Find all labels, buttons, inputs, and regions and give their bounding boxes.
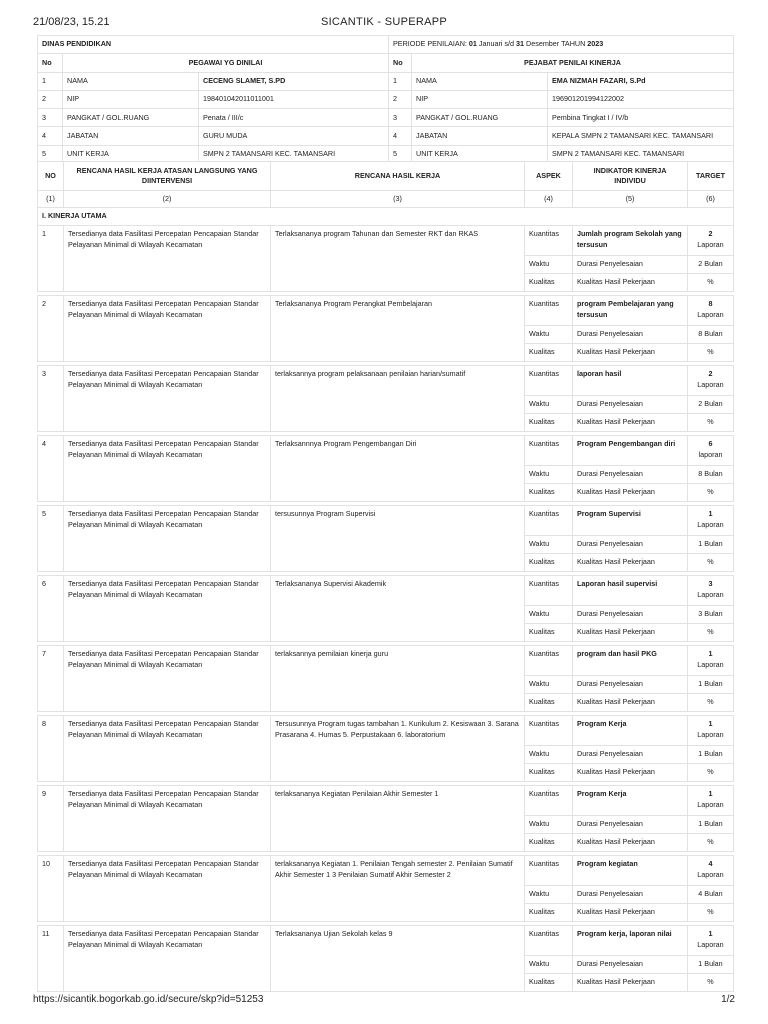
- aspek-kuantitas: Kuantitas: [525, 646, 573, 676]
- target-number: 2: [708, 369, 713, 378]
- target-number: 3: [708, 579, 713, 588]
- indikator-waktu: Durasi Penyelesaian: [573, 326, 688, 344]
- col-number: (5): [573, 191, 688, 208]
- indikator-waktu: Durasi Penyelesaian: [573, 746, 688, 764]
- table-row: [38, 576, 734, 606]
- periode-label: PERIODE PENILAIAN: 01 Januari s/d 31 Desember TAHUN 2023: [389, 36, 734, 54]
- target-waktu: 1 Bulan: [688, 816, 734, 834]
- th-indikator: INDIKATOR KINERJA INDIVIDU: [573, 162, 688, 191]
- pejabat-value: SMPN 2 TAMANSARI KEC. TAMANSARI: [548, 145, 734, 163]
- indikator-waktu: Durasi Penyelesaian: [573, 676, 688, 694]
- target-kuantitas: [688, 786, 734, 816]
- indikator-kuantitas: Program kerja, laporan nilai: [573, 926, 688, 956]
- target-kualitas: %: [688, 554, 734, 572]
- indikator-kuantitas: Program Supervisi: [573, 506, 688, 536]
- aspek-waktu: Waktu: [525, 536, 573, 554]
- target-number: 1: [708, 929, 713, 938]
- atasan-rhk: Tersedianya data Fasilitasi Percepatan Pencapaian Standar Pelayanan Minimal di Wilayah Kecamatan: [64, 646, 271, 712]
- target-waktu: 8 Bulan: [688, 326, 734, 344]
- row-number: 1: [389, 72, 412, 90]
- aspek-waktu: Waktu: [525, 956, 573, 974]
- table-row: [38, 856, 734, 886]
- indikator-kuantitas: program Pembelajaran yang tersusun: [573, 296, 688, 326]
- target-unit: laporan: [698, 449, 723, 459]
- indikator-kuantitas: Program Kerja: [573, 786, 688, 816]
- target-kuantitas: [688, 226, 734, 256]
- aspek-kuantitas: Kuantitas: [525, 576, 573, 606]
- aspek-kualitas: Kualitas: [525, 834, 573, 852]
- table-row: [38, 506, 734, 536]
- rencana-hasil-kerja: Tersusunnya Program tugas tambahan 1. Kurikulum 2. Kesiswaan 3. Sarana Prasarana 4. Humas 5. Perpustakaan 6. laboratorium: [271, 716, 525, 782]
- indikator-kualitas: Kualitas Hasil Pekerjaan: [573, 904, 688, 922]
- indikator-kualitas: Kualitas Hasil Pekerjaan: [573, 344, 688, 362]
- indikator-waktu: Durasi Penyelesaian: [573, 256, 688, 274]
- indikator-kuantitas: laporan hasil: [573, 366, 688, 396]
- target-number: 1: [708, 719, 713, 728]
- aspek-waktu: Waktu: [525, 886, 573, 904]
- print-datetime: 21/08/23, 15.21: [33, 16, 110, 28]
- atasan-rhk: Tersedianya data Fasilitasi Percepatan Pencapaian Standar Pelayanan Minimal di Wilayah Kecamatan: [64, 716, 271, 782]
- th-rencana: RENCANA HASIL KERJA: [271, 162, 525, 191]
- target-number: 2: [708, 229, 713, 238]
- atasan-rhk: Tersedianya data Fasilitasi Percepatan Pencapaian Standar Pelayanan Minimal di Wilayah Kecamatan: [64, 506, 271, 572]
- target-unit: Laporan: [697, 939, 724, 949]
- target-unit: Laporan: [697, 729, 724, 739]
- target-kualitas: %: [688, 624, 734, 642]
- target-kualitas: %: [688, 344, 734, 362]
- aspek-kuantitas: Kuantitas: [525, 366, 573, 396]
- atasan-rhk: Tersedianya data Fasilitasi Percepatan Pencapaian Standar Pelayanan Minimal di Wilayah Kecamatan: [64, 366, 271, 432]
- row-number: 3: [38, 366, 64, 432]
- row-number: 4: [38, 436, 64, 502]
- row-number: 3: [38, 109, 63, 127]
- atasan-rhk: Tersedianya data Fasilitasi Percepatan Pencapaian Standar Pelayanan Minimal di Wilayah Kecamatan: [64, 856, 271, 922]
- kinerja-table: [37, 161, 734, 995]
- field-label: JABATAN: [63, 127, 199, 145]
- rencana-hasil-kerja: terlaksananya Kegiatan 1. Penilaian Tengah semester 2. Penilaian Sumatif Akhir Semester 1 3 Penilaian Sumatif Akhir Semester 2: [271, 856, 525, 922]
- page-number: 1/2: [721, 994, 735, 1005]
- aspek-kualitas: Kualitas: [525, 764, 573, 782]
- rencana-hasil-kerja: terlaksannya pemilaian kinerja guru: [271, 646, 525, 712]
- table-row: [38, 226, 734, 256]
- target-kualitas: %: [688, 414, 734, 432]
- atasan-rhk: Tersedianya data Fasilitasi Percepatan Pencapaian Standar Pelayanan Minimal di Wilayah Kecamatan: [64, 576, 271, 642]
- target-kualitas: %: [688, 834, 734, 852]
- aspek-kualitas: Kualitas: [525, 344, 573, 362]
- col-number: (1): [38, 191, 64, 208]
- aspek-waktu: Waktu: [525, 606, 573, 624]
- aspek-waktu: Waktu: [525, 746, 573, 764]
- target-waktu: 1 Bulan: [688, 956, 734, 974]
- target-waktu: 2 Bulan: [688, 256, 734, 274]
- pejabat-title: PEJABAT PENILAI KINERJA: [412, 54, 734, 72]
- indikator-waktu: Durasi Penyelesaian: [573, 816, 688, 834]
- aspek-kuantitas: Kuantitas: [525, 296, 573, 326]
- col-number: (6): [688, 191, 734, 208]
- row-number: 7: [38, 646, 64, 712]
- rencana-hasil-kerja: Terlaksananya program Tahunan dan Semester RKT dan RKAS: [271, 226, 525, 292]
- target-waktu: 1 Bulan: [688, 536, 734, 554]
- target-kuantitas: [688, 366, 734, 396]
- page-title: SICANTIK - SUPERAPP: [320, 16, 448, 28]
- pegawai-value: Penata / III/c: [199, 109, 389, 127]
- target-number: 1: [708, 509, 713, 518]
- target-kualitas: %: [688, 484, 734, 502]
- target-kuantitas: [688, 436, 734, 466]
- rencana-hasil-kerja: Terlaksananya Supervisi Akademik: [271, 576, 525, 642]
- pejabat-value: EMA NIZMAH FAZARI, S.Pd: [548, 72, 734, 90]
- rencana-hasil-kerja: Terlaksananya Ujian Sekolah kelas 9: [271, 926, 525, 992]
- indikator-kuantitas: Program Pengembangan diri: [573, 436, 688, 466]
- indikator-waktu: Durasi Penyelesaian: [573, 956, 688, 974]
- aspek-kuantitas: Kuantitas: [525, 226, 573, 256]
- field-label: UNIT KERJA: [63, 145, 199, 163]
- target-waktu: 1 Bulan: [688, 746, 734, 764]
- rencana-hasil-kerja: terlaksananya Kegiatan Penilaian Akhir Semester 1: [271, 786, 525, 852]
- th-no: NO: [38, 162, 64, 191]
- aspek-kuantitas: Kuantitas: [525, 856, 573, 886]
- target-waktu: 2 Bulan: [688, 396, 734, 414]
- rencana-hasil-kerja: Terlaksananya Program Perangkat Pembelajaran: [271, 296, 525, 362]
- table-row: [38, 786, 734, 816]
- target-kualitas: %: [688, 904, 734, 922]
- identity-row: [38, 72, 734, 90]
- aspek-kualitas: Kualitas: [525, 624, 573, 642]
- aspek-kualitas: Kualitas: [525, 904, 573, 922]
- row-number: 2: [38, 90, 63, 108]
- th-aspek: ASPEK: [525, 162, 573, 191]
- indikator-kualitas: Kualitas Hasil Pekerjaan: [573, 694, 688, 712]
- indikator-kualitas: Kualitas Hasil Pekerjaan: [573, 834, 688, 852]
- target-unit: Laporan: [697, 589, 724, 599]
- col-number: (2): [64, 191, 271, 208]
- aspek-kualitas: Kualitas: [525, 974, 573, 992]
- target-unit: Laporan: [697, 519, 724, 529]
- indikator-kualitas: Kualitas Hasil Pekerjaan: [573, 624, 688, 642]
- target-unit: Laporan: [697, 239, 724, 249]
- row-number: 2: [38, 296, 64, 362]
- pegawai-title: PEGAWAI YG DINILAI: [63, 54, 389, 72]
- row-number: 6: [38, 576, 64, 642]
- target-kualitas: %: [688, 694, 734, 712]
- aspek-waktu: Waktu: [525, 326, 573, 344]
- row-number: 4: [389, 127, 412, 145]
- row-number: 1: [38, 226, 64, 292]
- aspek-kuantitas: Kuantitas: [525, 506, 573, 536]
- pegawai-value: 198401042011011001: [199, 90, 389, 108]
- target-unit: Laporan: [697, 379, 724, 389]
- field-label: PANGKAT / GOL.RUANG: [63, 109, 199, 127]
- target-kualitas: %: [688, 974, 734, 992]
- field-label: PANGKAT / GOL.RUANG: [412, 109, 548, 127]
- row-number: 3: [389, 109, 412, 127]
- target-unit: Laporan: [697, 799, 724, 809]
- field-label: NIP: [63, 90, 199, 108]
- pejabat-value: Pembina Tingkat I / IV/b: [548, 109, 734, 127]
- aspek-kualitas: Kualitas: [525, 694, 573, 712]
- indikator-waktu: Durasi Penyelesaian: [573, 536, 688, 554]
- atasan-rhk: Tersedianya data Fasilitasi Percepatan Pencapaian Standar Pelayanan Minimal di Wilayah Kecamatan: [64, 926, 271, 992]
- col-number: (3): [271, 191, 525, 208]
- row-number: 8: [38, 716, 64, 782]
- target-kuantitas: [688, 576, 734, 606]
- target-number: 1: [708, 649, 713, 658]
- field-label: NAMA: [412, 72, 548, 90]
- aspek-waktu: Waktu: [525, 466, 573, 484]
- target-waktu: 8 Bulan: [688, 466, 734, 484]
- target-number: 4: [708, 859, 713, 868]
- section-heading: I. KINERJA UTAMA: [38, 208, 734, 226]
- aspek-waktu: Waktu: [525, 256, 573, 274]
- rencana-hasil-kerja: tersusunnya Program Supervisi: [271, 506, 525, 572]
- row-number: 5: [38, 506, 64, 572]
- aspek-waktu: Waktu: [525, 396, 573, 414]
- aspek-kuantitas: Kuantitas: [525, 436, 573, 466]
- table-row: [38, 366, 734, 396]
- atasan-rhk: Tersedianya data Fasilitasi Percepatan Pencapaian Standar Pelayanan Minimal di Wilayah Kecamatan: [64, 436, 271, 502]
- col-number: (4): [525, 191, 573, 208]
- row-number: 5: [38, 145, 63, 163]
- atasan-rhk: Tersedianya data Fasilitasi Percepatan Pencapaian Standar Pelayanan Minimal di Wilayah Kecamatan: [64, 786, 271, 852]
- pejabat-value: KEPALA SMPN 2 TAMANSARI KEC. TAMANSARI: [548, 127, 734, 145]
- row-number: 5: [389, 145, 412, 163]
- field-label: NIP: [412, 90, 548, 108]
- rencana-hasil-kerja: terlaksannya program pelaksanaan penilaian harian/sumatif: [271, 366, 525, 432]
- table-row: [38, 436, 734, 466]
- target-unit: Laporan: [697, 309, 724, 319]
- row-number: 4: [38, 127, 63, 145]
- target-kuantitas: [688, 856, 734, 886]
- table-row: [38, 646, 734, 676]
- indikator-waktu: Durasi Penyelesaian: [573, 886, 688, 904]
- field-label: JABATAN: [412, 127, 548, 145]
- target-kualitas: %: [688, 274, 734, 292]
- table-row: [38, 716, 734, 746]
- rencana-hasil-kerja: Terlaksannnya Program Pengembangan Diri: [271, 436, 525, 502]
- identity-row: [38, 109, 734, 127]
- indikator-waktu: Durasi Penyelesaian: [573, 606, 688, 624]
- col-no: No: [38, 54, 63, 72]
- indikator-waktu: Durasi Penyelesaian: [573, 396, 688, 414]
- row-number: 1: [38, 72, 63, 90]
- indikator-kuantitas: Program kegiatan: [573, 856, 688, 886]
- field-label: NAMA: [63, 72, 199, 90]
- table-row: [38, 926, 734, 956]
- aspek-kuantitas: Kuantitas: [525, 716, 573, 746]
- pegawai-value: GURU MUDA: [199, 127, 389, 145]
- identity-row: [38, 127, 734, 145]
- row-number: 2: [389, 90, 412, 108]
- indikator-kualitas: Kualitas Hasil Pekerjaan: [573, 274, 688, 292]
- target-unit: Laporan: [697, 869, 724, 879]
- target-kuantitas: [688, 506, 734, 536]
- row-number: 11: [38, 926, 64, 992]
- table-row: [38, 296, 734, 326]
- target-kualitas: %: [688, 764, 734, 782]
- identity-row: [38, 90, 734, 108]
- target-waktu: 3 Bulan: [688, 606, 734, 624]
- target-number: 8: [708, 299, 713, 308]
- target-unit: Laporan: [697, 659, 724, 669]
- target-waktu: 1 Bulan: [688, 676, 734, 694]
- row-number: 9: [38, 786, 64, 852]
- aspek-waktu: Waktu: [525, 676, 573, 694]
- indikator-kuantitas: program dan hasil PKG: [573, 646, 688, 676]
- target-kuantitas: [688, 926, 734, 956]
- target-kuantitas: [688, 296, 734, 326]
- indikator-kualitas: Kualitas Hasil Pekerjaan: [573, 764, 688, 782]
- indikator-kuantitas: Laporan hasil supervisi: [573, 576, 688, 606]
- identity-table: [37, 35, 734, 164]
- target-kuantitas: [688, 646, 734, 676]
- col-no: No: [389, 54, 412, 72]
- aspek-waktu: Waktu: [525, 816, 573, 834]
- indikator-kualitas: Kualitas Hasil Pekerjaan: [573, 414, 688, 432]
- atasan-rhk: Tersedianya data Fasilitasi Percepatan Pencapaian Standar Pelayanan Minimal di Wilayah Kecamatan: [64, 296, 271, 362]
- pegawai-value: CECENG SLAMET, S.PD: [199, 72, 389, 90]
- indikator-kualitas: Kualitas Hasil Pekerjaan: [573, 484, 688, 502]
- dinas-label: DINAS PENDIDIKAN: [38, 36, 389, 54]
- pejabat-value: 196901201994122002: [548, 90, 734, 108]
- indikator-kuantitas: Jumlah program Sekolah yang tersusun: [573, 226, 688, 256]
- indikator-kuantitas: Program Kerja: [573, 716, 688, 746]
- target-number: 6: [708, 439, 713, 448]
- target-kuantitas: [688, 716, 734, 746]
- field-label: UNIT KERJA: [412, 145, 548, 163]
- indikator-kualitas: Kualitas Hasil Pekerjaan: [573, 554, 688, 572]
- th-target: TARGET: [688, 162, 734, 191]
- target-number: 1: [708, 789, 713, 798]
- aspek-kualitas: Kualitas: [525, 274, 573, 292]
- atasan-rhk: Tersedianya data Fasilitasi Percepatan Pencapaian Standar Pelayanan Minimal di Wilayah Kecamatan: [64, 226, 271, 292]
- target-waktu: 4 Bulan: [688, 886, 734, 904]
- aspek-kualitas: Kualitas: [525, 414, 573, 432]
- row-number: 10: [38, 856, 64, 922]
- page-url: https://sicantik.bogorkab.go.id/secure/skp?id=51253: [33, 994, 264, 1005]
- aspek-kualitas: Kualitas: [525, 554, 573, 572]
- indikator-kualitas: Kualitas Hasil Pekerjaan: [573, 974, 688, 992]
- th-atasan: RENCANA HASIL KERJA ATASAN LANGSUNG YANG DIINTERVENSI: [64, 162, 271, 191]
- indikator-waktu: Durasi Penyelesaian: [573, 466, 688, 484]
- aspek-kuantitas: Kuantitas: [525, 786, 573, 816]
- aspek-kualitas: Kualitas: [525, 484, 573, 502]
- aspek-kuantitas: Kuantitas: [525, 926, 573, 956]
- pegawai-value: SMPN 2 TAMANSARI KEC. TAMANSARI: [199, 145, 389, 163]
